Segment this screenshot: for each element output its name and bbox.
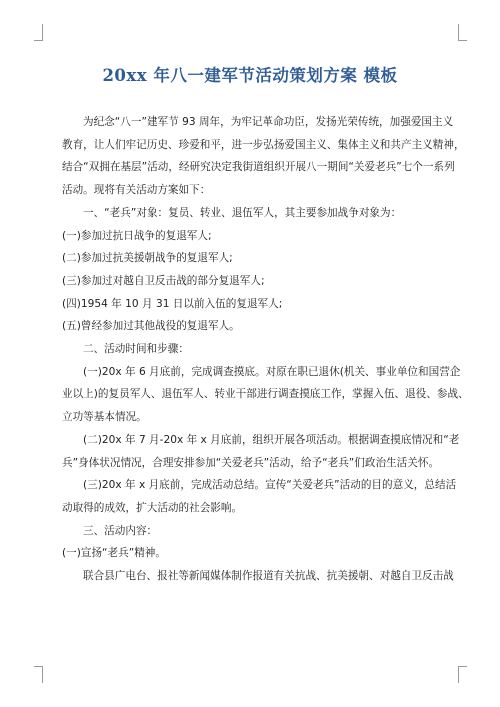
list-item: (二)参加过抗美援朝战争的复退军人; [62, 252, 233, 265]
crop-mark-top-right [458, 24, 467, 41]
body-line: 业以上)的复员军人、退伍军人、转业干部进行调查摸底工作，掌握入伍、退役、参战、 [62, 388, 469, 401]
crop-mark-bottom-right [458, 666, 467, 683]
document-body [62, 111, 469, 588]
body-line: (一)20x 年 6 月底前，完成调查摸底。对原在职已退休(机关、事业单位和国营企 [83, 365, 461, 378]
section-heading: 一、“老兵”对象：复员、转业、退伍军人，其主要参加战争对象为： [83, 206, 402, 219]
body-line: 联合县广电台、报社等新闻媒体制作报道有关抗战、抗美援朝、对越自卫反击战 [83, 570, 454, 583]
body-line: 教育，让人们牢记历史、珍爱和平，进一步弘扬爱国主义、集体主义和共产主义精神， [62, 138, 465, 151]
body-line: 为纪念“八一”建军节 93 周年，为牢记革命功臣，发扬光荣传统，加强爱国主义 [83, 116, 454, 128]
list-item: (五)曾经参加过其他战役的复退军人。 [62, 320, 240, 333]
sub-heading: (一)宣扬“老兵”精神。 [62, 547, 166, 560]
list-item: (一)参加过抗日战争的复退军人; [62, 229, 212, 242]
body-line: 活动。现将有关活动方案如下： [62, 184, 211, 197]
section-heading: 三、活动内容： [83, 524, 158, 537]
body-line: 立功等基本情况。 [62, 411, 147, 424]
body-line: (二)20x 年 7 月-20x 年 x 月底前，组织开展各项活动。根据调查摸底情况和“老 [83, 433, 460, 446]
body-line: 动取得的成效，扩大活动的社会影响。 [62, 501, 243, 514]
list-item: (四)1954 年 10 月 31 日以前入伍的复退军人; [62, 297, 283, 310]
body-line: (三)20x 年 x 月底前，完成活动总结。宣传“关爱老兵”活动的目的意义，总结活 [83, 479, 457, 492]
body-line: 结合“双拥在基层”活动，经研究决定我街道组织开展八一期间“关爱老兵”七个一系列 [62, 161, 455, 174]
crop-mark-bottom-left [34, 666, 43, 683]
section-heading: 二、活动时间和步骤： [83, 343, 189, 356]
crop-mark-top-left [34, 24, 43, 41]
list-item: (三)参加过对越自卫反击战的部分复退军人; [62, 274, 265, 287]
body-line: 兵”身体状况情况，合理安排参加“关爱老兵”活动，给予“老兵”们政治生活关怀。 [62, 456, 440, 469]
document-title: 20xx 年八一建军节活动策划方案 模板 [102, 66, 398, 85]
